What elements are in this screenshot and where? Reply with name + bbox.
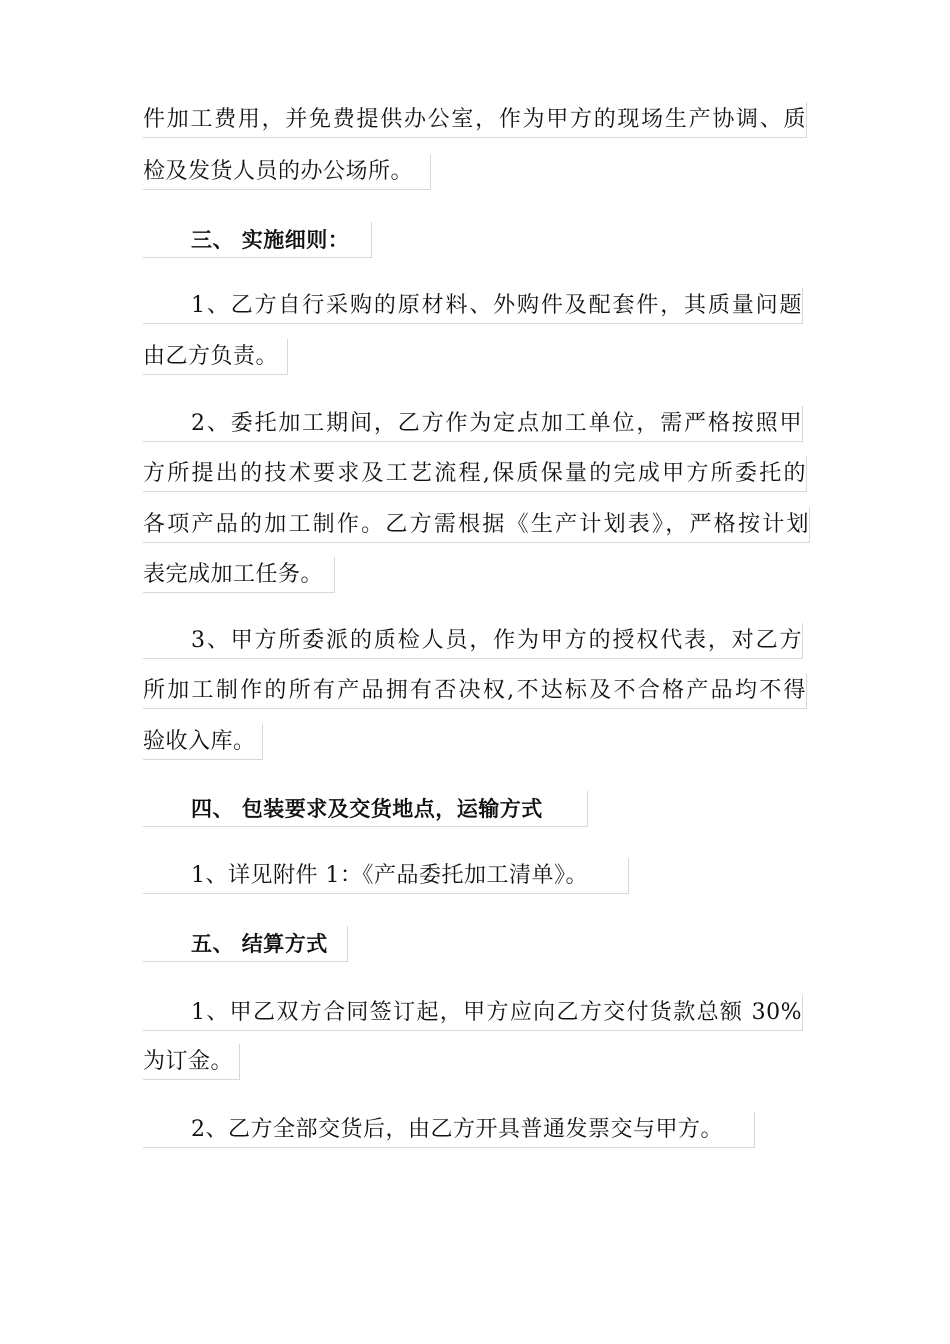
paragraph-line: 由乙方负责。 bbox=[143, 339, 288, 375]
paragraph-line: 件加工费用，并免费提供办公室，作为甲方的现场生产协调、质 bbox=[143, 102, 807, 138]
paragraph-line: 验收入库。 bbox=[143, 724, 263, 760]
paragraph-line: 3、甲方所委派的质检人员，作为甲方的授权代表，对乙方 bbox=[143, 623, 803, 659]
section-heading-3: 三、 实施细则： bbox=[143, 222, 372, 258]
paragraph-line: 检及发货人员的办公场所。 bbox=[143, 154, 431, 190]
paragraph-line: 各项产品的加工制作。乙方需根据《生产计划表》，严格按计划 bbox=[143, 507, 810, 543]
paragraph-line: 表完成加工任务。 bbox=[143, 557, 335, 593]
section-heading-5: 五、 结算方式 bbox=[143, 926, 348, 962]
section-heading-4: 四、 包装要求及交货地点，运输方式 bbox=[143, 791, 588, 827]
paragraph-line: 方所提出的技术要求及工艺流程,保质保量的完成甲方所委托的 bbox=[143, 456, 807, 492]
paragraph-line: 1、乙方自行采购的原材料、外购件及配套件，其质量问题 bbox=[143, 288, 803, 324]
paragraph-line: 1、详见附件 1：《产品委托加工清单》。 bbox=[143, 858, 629, 894]
paragraph-line: 为订金。 bbox=[143, 1044, 240, 1080]
paragraph-line: 所加工制作的所有产品拥有否决权,不达标及不合格产品均不得 bbox=[143, 673, 807, 709]
paragraph-line: 2、委托加工期间，乙方作为定点加工单位，需严格按照甲 bbox=[143, 406, 803, 442]
paragraph-line: 1、甲乙双方合同签订起，甲方应向乙方交付货款总额 30% bbox=[143, 995, 803, 1031]
paragraph-line: 2、乙方全部交货后，由乙方开具普通发票交与甲方。 bbox=[143, 1112, 755, 1148]
